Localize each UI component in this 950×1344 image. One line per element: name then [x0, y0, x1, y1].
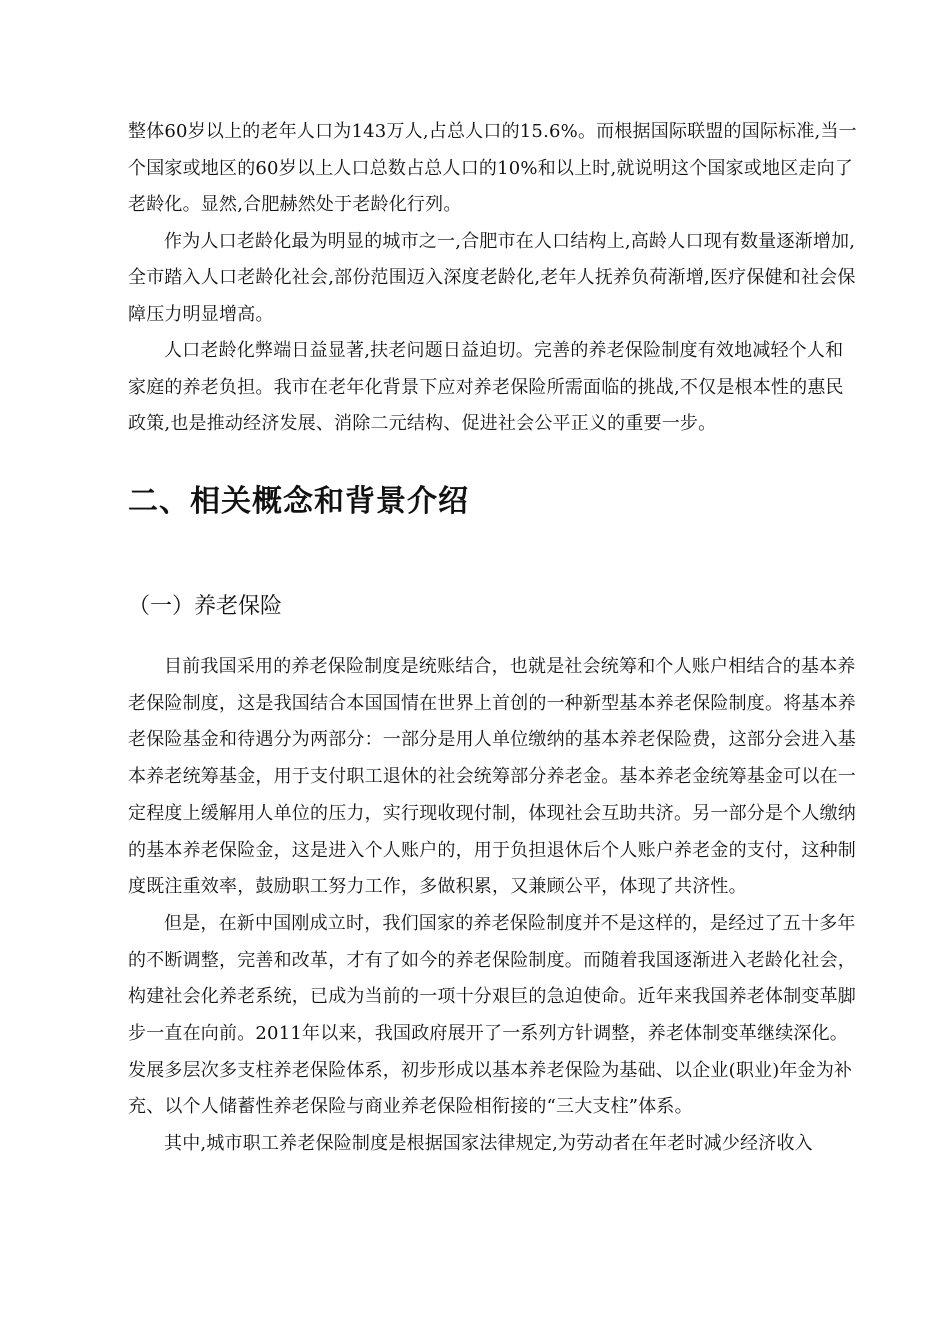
- intro-paragraph-3: 人口老龄化弊端日益显著,扶老问题日益迫切。完善的养老保险制度有效地减轻个人和家庭的养老负担。我市在老年化背景下应对养老保险所需面临的挑战,不仅是根本性的惠民政策,也是推动经济发展、消除二元结构、促进社会公平正义的重要一步。: [128, 340, 844, 434]
- intro-paragraph-2: 作为人口老龄化最为明显的城市之一,合肥市在人口结构上,高龄人口现有数量逐渐增加,全市踏入人口老龄化社会,部份范围迈入深度老龄化,老年人抚养负荷渐增,医疗保健和社会保障压力明显增高。: [128, 230, 856, 325]
- pension-paragraph-1: 目前我国采用的养老保险制度是统账结合，也就是社会统筹和个人账户相结合的基本养老保险制度，这是我国结合本国国情在世界上首创的一种新型基本养老保险制度。将基本养老保险基金和待遇分为两部分：一部分是用人单位缴纳的基本养老保险费，这部分会进入基本养老统筹基金，用于支付职工退休的社会统筹部分养老金。基本养老金统筹基金可以在一定程度上缓解用人单位的压力，实行现收现付制，体现社会互助共济。另一部分是个人缴纳的基本养老保险金，这是进入个人账户的，用于负担退休后个人账户养老金的支付，这种制度既注重效率，鼓励职工努力工作，多做积累，又兼顾公平，体现了共济性。: [128, 656, 856, 898]
- subsection-heading: （一）养老保险: [128, 594, 283, 619]
- section-heading: 二、相关概念和背景介绍: [128, 484, 469, 519]
- pension-paragraph-3: 其中,城市职工养老保险制度是根据国家法律规定,为劳动者在年老时减少经济收入: [164, 1133, 813, 1155]
- intro-body: [128, 114, 860, 443]
- pension-paragraph-2: 但是，在新中国刚成立时，我们国家的养老保险制度并不是这样的，是经过了五十多年的不断调整，完善和改革，才有了如今的养老保险制度。而随着我国逐渐进入老龄化社会，构建社会化养老系统，已成为当前的一项十分艰巨的急迫使命。近年来我国养老体制变革脚步一直在向前。2011年以来，我国政府展开了一系列方针调整，养老体制变革继续深化。发展多层次多支柱养老保险体系，初步形成以基本养老保险为基础、以企业(职业)年金为补充、以个人储蓄性养老保险与商业养老保险相衔接的“三大支柱”体系。: [128, 912, 856, 1118]
- pension-body: [128, 649, 860, 1163]
- intro-paragraph-1: 整体60岁以上的老年人口为143万人,占总人口的15.6%。而根据国际联盟的国际标准,当一个国家或地区的60岁以上人口总数占总人口的10%和以上时,就说明这个国家或地区走向了老龄化。显然,合肥赫然处于老龄化行列。: [128, 121, 857, 215]
